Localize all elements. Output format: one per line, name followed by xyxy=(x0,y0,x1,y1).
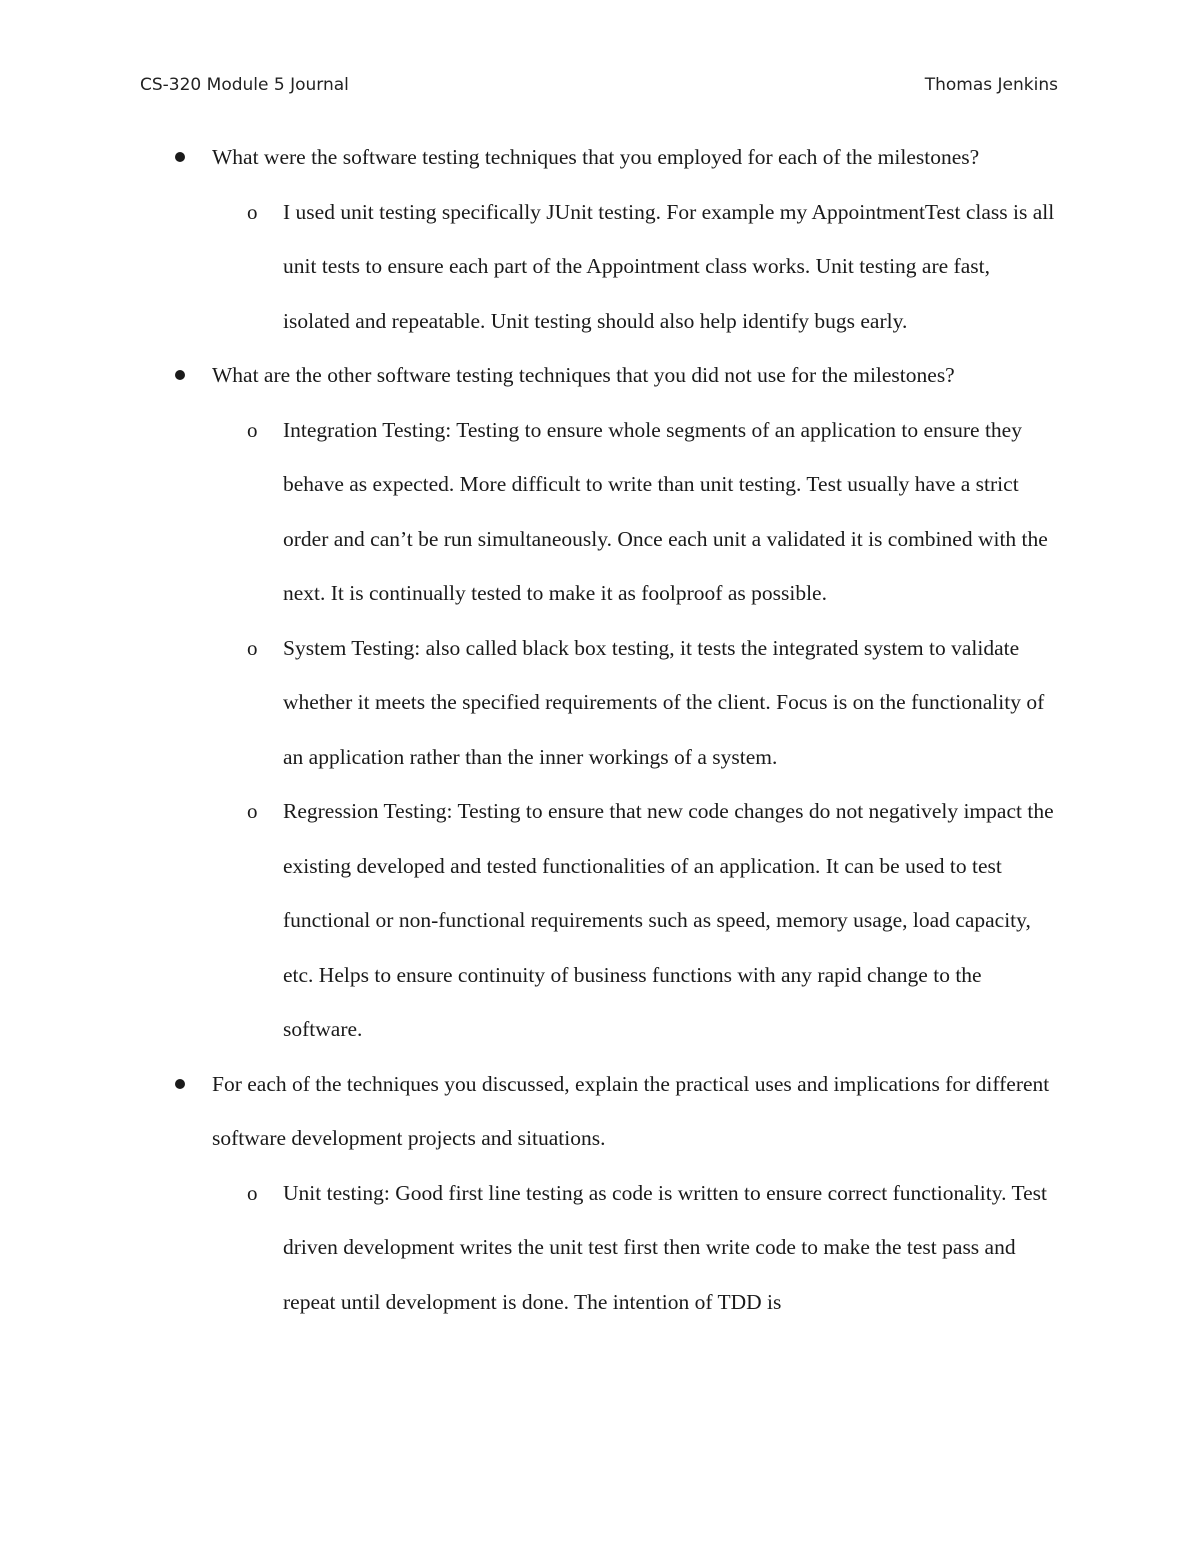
bullet-circle-icon: o xyxy=(247,199,258,224)
question-text: For each of the techniques you discussed, explain the practical uses and implications for different software development projects and situations. xyxy=(212,1071,1050,1150)
question-text: What were the software testing techniques that you employed for each of the milestones? xyxy=(212,145,980,169)
question-item xyxy=(0,130,1200,185)
bullet-dot-icon xyxy=(175,1079,185,1089)
bullet-circle-icon: o xyxy=(247,417,258,442)
bullet-dot-icon xyxy=(175,152,185,162)
question-text: What are the other software testing techniques that you did not use for the milestones? xyxy=(212,363,955,387)
header-course-title: CS-320 Module 5 Journal xyxy=(140,75,349,95)
answer-item xyxy=(0,185,1200,349)
bullet-circle-icon: o xyxy=(247,799,258,823)
question-item xyxy=(0,348,1200,403)
question-item xyxy=(0,1057,1200,1166)
answer-text: I used unit testing specifically JUnit testing. For example my AppointmentTest class is all unit tests to ensure each part of the Appointment class works. Unit testing are fast, isolated and repeatable. Unit testing should also help identify bugs early. xyxy=(283,199,1055,333)
answer-text: System Testing: also called black box testing, it tests the integrated system to validate whether it meets the specified requirements of the client. Focus is on the functionality of an application rather than the inner workings of a system. xyxy=(283,635,1045,769)
bullet-circle-icon: o xyxy=(247,635,258,660)
header-author-name: Thomas Jenkins xyxy=(924,75,1058,95)
answer-item xyxy=(0,403,1200,621)
answer-item xyxy=(0,784,1200,1057)
answer-item xyxy=(0,621,1200,785)
answer-text: Integration Testing: Testing to ensure whole segments of an application to ensure they behave as expected. More difficult to write than unit testing. Test usually have a strict order and can’t be run simultaneously. Once each unit a validated it is combined with the next. It is continually tested to make it as foolproof as possible. xyxy=(283,417,1048,605)
document-body xyxy=(0,130,1200,1329)
answer-item xyxy=(0,1166,1200,1330)
bullet-dot-icon xyxy=(175,370,185,380)
answer-text: Regression Testing: Testing to ensure that new code changes do not negatively impact the existing developed and tested functionalities of an application. It can be used to test functional or non-functional requirements such as speed, memory usage, load capacity, etc. Helps to ensure continuity of business functions with any rapid change to the software. xyxy=(283,799,1054,1041)
answer-text: Unit testing: Good first line testing as code is written to ensure correct functionality. Test driven development writes the unit test first then write code to make the test pass and repeat until development is done. The intention of TDD is xyxy=(283,1180,1047,1314)
bullet-circle-icon: o xyxy=(247,1180,258,1205)
